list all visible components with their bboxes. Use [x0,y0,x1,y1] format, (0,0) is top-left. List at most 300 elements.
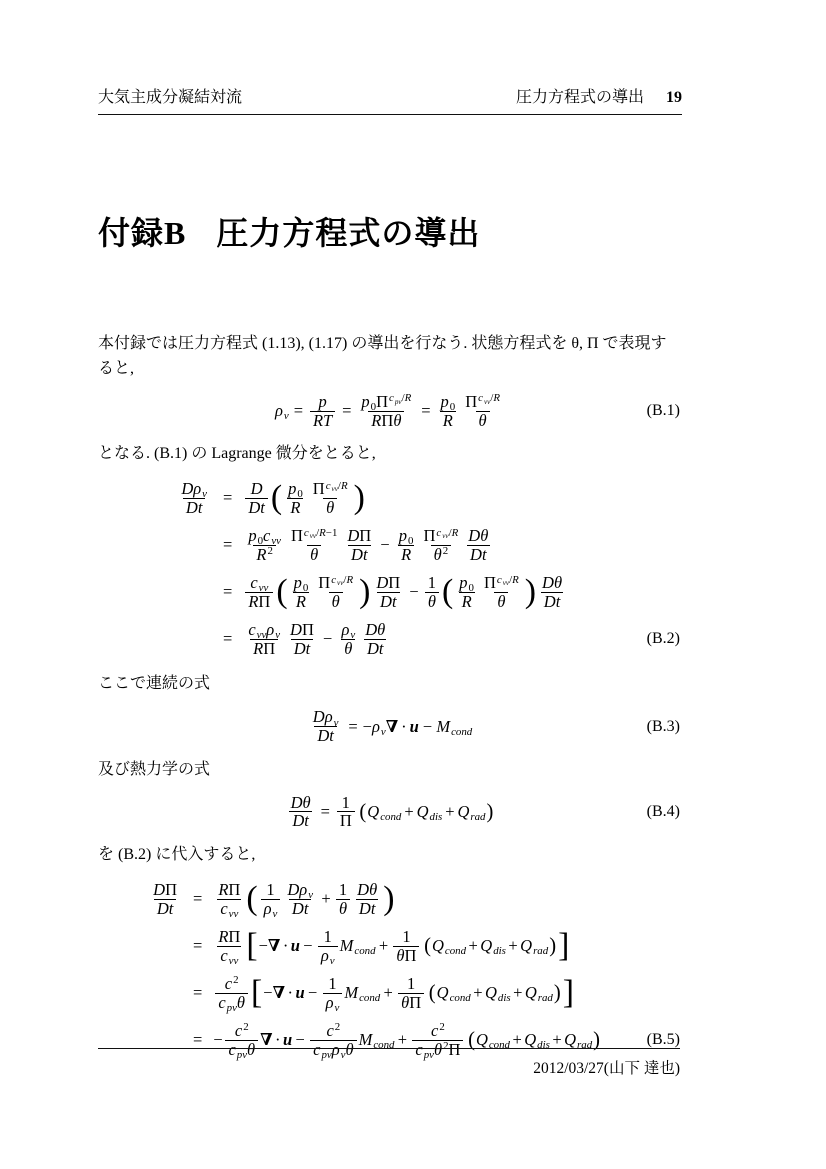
math-run [318,574,353,592]
math-run [479,412,487,430]
math-symbol: ∇ [272,983,286,1003]
equation-tag: (B.5) [646,1031,680,1049]
math-symbol: vv [337,578,344,587]
equation-tag: (B.1) [646,402,680,420]
math-symbol: 1 [331,526,338,539]
math-run [380,593,397,611]
fraction-denominator [310,411,335,430]
fraction-denominator [393,946,419,965]
math-symbol: c [228,1039,236,1059]
math-fraction [178,480,210,517]
math-sub [533,945,548,957]
math-sup [233,974,238,986]
math-run [310,546,318,564]
math-symbol: v [272,907,278,920]
math-run [186,499,203,517]
equation-body [286,794,495,831]
math-symbol: + [468,936,478,956]
math-sup [443,545,448,557]
math-fraction [481,574,522,611]
math-symbol: D [293,638,306,658]
fraction-numerator [425,574,439,592]
math-sub [229,908,239,920]
math-symbol: v [340,1048,346,1061]
math-fraction [358,393,414,430]
fraction-numerator [287,621,317,639]
math-fraction [393,928,419,965]
math-symbol: D [153,879,166,899]
math-symbol: 0 [257,535,263,548]
math-symbol: θ [497,591,506,611]
fraction-numerator [245,620,283,642]
math-sub [470,811,485,823]
fraction-numerator [456,573,477,595]
math-symbol: ρ [371,716,380,736]
equation-body [308,708,472,745]
math-symbol: θ [310,544,319,564]
math-symbol: − [409,582,419,602]
math-symbol: dis [497,992,511,1005]
math-symbol: + [397,1030,408,1050]
math-sup [335,1021,340,1033]
math-symbol: Π [381,410,394,430]
math-symbol: cond [444,945,467,958]
math-symbol: vv [256,629,267,642]
fraction-denominator [217,946,241,965]
fraction-denominator [494,592,508,611]
math-symbol: D [250,479,263,499]
math-run [326,994,340,1012]
math-fraction [288,527,340,564]
math-symbol: vv [258,582,269,595]
math-symbol: cond [354,945,376,958]
math-symbol: / [490,392,494,405]
math-fraction [315,574,356,611]
math-symbol: p [318,391,327,411]
math-symbol: Π [258,591,271,611]
equation-row [156,570,682,614]
math-fraction [398,975,424,1012]
math-symbol: 2 [334,1021,341,1034]
math-run [294,640,311,658]
fraction-numerator [462,393,503,411]
math-symbol: 1 [402,926,411,946]
appendix-title-text: 圧力方程式の導出 [216,215,481,251]
math-run [396,947,416,965]
equation-lhs [136,881,182,918]
math-symbol: θ [427,591,436,611]
math-run [253,640,275,658]
math-run [256,546,273,564]
math-symbol: R [312,410,324,430]
math-fraction [323,975,343,1012]
fraction-numerator [222,975,242,993]
fraction-denominator [323,498,337,517]
math-symbol: R [340,479,348,492]
math-symbol: Q [431,936,444,956]
math-run [434,546,449,564]
math-run [324,928,332,946]
math-run [292,900,309,918]
math-symbol: rad [577,1039,593,1052]
math-sub [284,410,289,422]
math-symbol: rad [537,992,553,1005]
math-symbol: / [343,573,347,586]
math-delimiter: ( [468,1028,475,1051]
math-symbol: Π [318,573,331,593]
math-symbol: c [436,526,442,539]
math-delimiter: ) [524,573,537,611]
math-symbol: − [303,936,313,956]
math-symbol: Π [359,526,372,546]
equation-relation: = [223,629,233,649]
fraction-numerator [323,1022,343,1040]
fraction-denominator [154,899,177,918]
math-delimiter: [ [251,973,263,1011]
equation-rhs [243,574,567,611]
math-run [359,900,376,918]
math-run [401,994,421,1012]
math-run [428,574,436,592]
equation-relation: = [193,889,203,909]
math-symbol: / [401,392,405,405]
math-fraction [288,794,314,831]
math-symbol: c [325,479,331,492]
math-symbol: c [303,526,309,539]
fraction-numerator [339,794,353,812]
math-symbol: − [213,1030,223,1050]
math-run [343,717,472,737]
math-run [225,975,239,993]
math-run [153,881,177,899]
math-symbol: 0 [370,401,377,414]
math-symbol: · [287,983,293,1003]
math-symbol: t [260,497,265,517]
math-symbol: p [248,526,257,546]
math-run [367,802,485,822]
math-symbol: θ [433,1039,443,1059]
math-symbol: ρ [331,1039,340,1059]
math-symbol: Π [388,573,401,593]
equation-row [136,877,682,921]
math-symbol: 1 [323,926,332,946]
math-symbol: c [218,992,226,1012]
page-header [98,84,682,107]
math-run [235,1022,249,1040]
equation-row [136,971,682,1015]
math-run [401,546,411,564]
math-fraction [245,480,268,517]
fraction-denominator [431,545,452,564]
math-symbol: D [468,526,481,546]
math-symbol: θ [236,992,246,1012]
math-symbol: Q [520,936,533,956]
math-symbol: D [248,497,261,517]
math-run [321,947,335,965]
equation-relation: = [223,582,233,602]
math-symbol: c [224,973,233,993]
math-symbol: θ [345,1039,354,1059]
math-fraction [310,393,335,430]
math-fraction [310,480,351,517]
fraction-denominator [329,592,343,611]
math-symbol: ∇ [260,1030,273,1050]
math-symbol: θ [553,573,563,593]
math-run [218,928,240,946]
math-symbol: θ [338,898,348,918]
math-sup [389,392,411,404]
math-symbol: c [220,945,228,965]
math-run [220,900,238,918]
math-symbol: t [168,898,174,918]
math-symbol: θ [478,410,487,430]
math-symbol: M [344,983,359,1003]
paragraph-before-b5: を (B.2) に代入すると, [98,845,256,863]
math-symbol: v [329,954,335,967]
math-run [248,526,281,548]
math-run [292,812,309,830]
math-symbol: Q [484,983,497,1003]
math-run [263,983,320,1003]
equation-b3 [98,707,682,747]
math-fraction [215,881,243,918]
fraction-numerator [373,574,403,592]
math-fraction [338,621,358,658]
math-symbol: D [380,591,392,611]
equation-rhs [243,480,366,517]
math-symbol: + [383,983,393,1003]
math-sub [380,811,401,823]
fraction-denominator [261,899,281,918]
math-symbol: cond [449,992,471,1005]
fraction-numerator [344,527,374,545]
math-symbol: vv [271,535,281,548]
math-run [341,620,356,642]
math-sup [326,480,348,492]
math-symbol: cond [380,811,402,824]
math-run [421,936,423,956]
fraction-numerator [315,393,329,411]
fraction-denominator [250,639,278,658]
math-run [312,707,339,729]
math-symbol: Q [524,1030,537,1050]
math-run [357,802,359,822]
math-run [376,574,400,592]
math-run [459,573,474,595]
math-run [250,573,269,595]
math-symbol: + [473,983,483,1003]
math-fraction [539,574,565,611]
math-symbol: D [376,573,389,593]
math-run [248,593,270,611]
math-fraction [261,881,281,918]
math-symbol: v [275,629,281,642]
math-symbol: D [470,544,482,564]
math-fraction [310,708,342,745]
math-symbol: R [319,526,326,539]
fraction-denominator [377,592,400,611]
fraction-denominator [287,498,303,517]
math-run [318,393,326,411]
math-symbol: R [461,591,472,611]
math-symbol: Π [263,638,276,658]
equation-relation: = [193,983,203,1003]
math-symbol: = [293,401,303,421]
header-section-title [516,84,682,107]
math-symbol: Π [465,391,478,411]
fraction-denominator [348,545,371,564]
math-symbol: ρ [299,879,308,899]
math-run [290,621,314,639]
math-run [291,794,311,812]
math-run [337,401,356,421]
math-sub [493,945,506,957]
math-symbol: u [409,716,419,736]
math-run [287,879,314,902]
math-symbol: M [339,936,354,956]
math-symbol: 0 [449,401,456,414]
fraction-denominator [289,811,312,830]
math-symbol: t [391,591,397,611]
math-fraction [337,794,355,831]
math-delimiter: ( [442,573,454,611]
math-symbol: Π [228,926,241,946]
math-symbol: t [329,726,334,746]
fraction-denominator [459,592,475,611]
math-run [218,994,245,1012]
equation-b2 [98,476,682,661]
math-symbol: θ [331,591,340,611]
math-symbol: 1 [338,879,348,899]
math-sub [354,945,375,957]
math-symbol: p [361,391,370,411]
fraction-denominator [307,545,321,564]
math-run [259,936,316,956]
math-symbol: cond [488,1039,510,1052]
math-symbol: Π [312,479,325,499]
math-run [218,881,240,899]
math-run [340,812,352,830]
math-symbol: t [303,898,309,918]
fraction-numerator [288,527,340,545]
math-run [347,527,371,545]
header-section-label: 圧力方程式の導出 [515,89,644,106]
math-symbol: t [378,638,384,658]
math-run [542,574,562,592]
math-symbol: + [513,983,523,1003]
math-symbol: c [326,1020,334,1040]
math-symbol: / [316,526,320,539]
math-symbol: v [334,1001,340,1014]
math-symbol: M [436,716,451,736]
math-run [248,499,265,517]
footer-rule [98,1048,680,1049]
math-run [361,391,412,414]
math-run [402,928,410,946]
math-symbol: D [347,526,360,546]
fraction-numerator [248,480,266,498]
math-symbol: Π [290,526,303,546]
math-run [319,629,337,649]
fraction-denominator [398,993,424,1012]
math-symbol: vv [483,397,491,406]
fraction-denominator [440,411,456,430]
fraction-denominator [364,639,387,658]
math-symbol: θ [393,410,402,430]
math-delimiter: ) [353,479,365,517]
fraction-denominator [425,592,439,611]
math-run [290,499,300,517]
math-symbol: ρ [193,479,202,499]
fraction-denominator [323,993,343,1012]
math-symbol: vv [331,484,338,493]
math-symbol: R [451,526,459,539]
equation-relation: = [193,936,203,956]
math-symbol: Q [436,983,449,1003]
math-run [313,480,348,498]
fraction-numerator [263,881,277,899]
math-run [470,546,487,564]
math-run [264,900,278,918]
math-symbol: ∇ [267,936,281,956]
math-run [288,479,303,501]
fraction-numerator [396,526,417,548]
equation-row [156,617,682,661]
math-symbol: Π [483,573,496,593]
math-run [157,900,174,918]
fraction-denominator [368,411,404,430]
math-symbol: ρ [341,620,350,640]
math-symbol: 0 [297,488,303,501]
fraction-numerator [150,881,180,899]
math-symbol: p [459,573,468,593]
fraction-numerator [215,881,243,899]
math-symbol: + [404,801,414,821]
math-symbol: θ [433,544,442,564]
math-symbol: pv [423,1048,434,1061]
math-symbol: + [321,889,331,909]
fraction-numerator [420,527,461,545]
math-run [344,983,396,1003]
math-symbol: Q [367,801,380,821]
math-symbol: Π [301,620,314,640]
math-symbol: Q [564,1030,577,1050]
math-run [328,975,336,993]
math-symbol: R [218,926,229,946]
math-symbol: R [371,410,382,430]
fraction-denominator [467,545,490,564]
math-symbol: vv [228,954,239,967]
fraction-numerator [325,975,339,993]
math-symbol: dis [429,811,443,824]
math-symbol: D [312,707,325,727]
fraction-numerator [358,391,414,414]
fraction-denominator [289,899,312,918]
math-run [497,593,505,611]
fraction-numerator [178,479,210,501]
math-symbol: ∇ [385,716,399,736]
fraction-numerator [539,574,565,592]
fraction-denominator [541,592,564,611]
equation-b1 [98,391,682,431]
math-symbol: Q [524,983,537,1003]
math-sub [430,811,443,823]
math-symbol: c [389,392,394,405]
math-sup [478,392,500,404]
equation-b4 [98,792,682,832]
math-symbol: c [263,526,271,546]
math-symbol: R [346,573,354,586]
